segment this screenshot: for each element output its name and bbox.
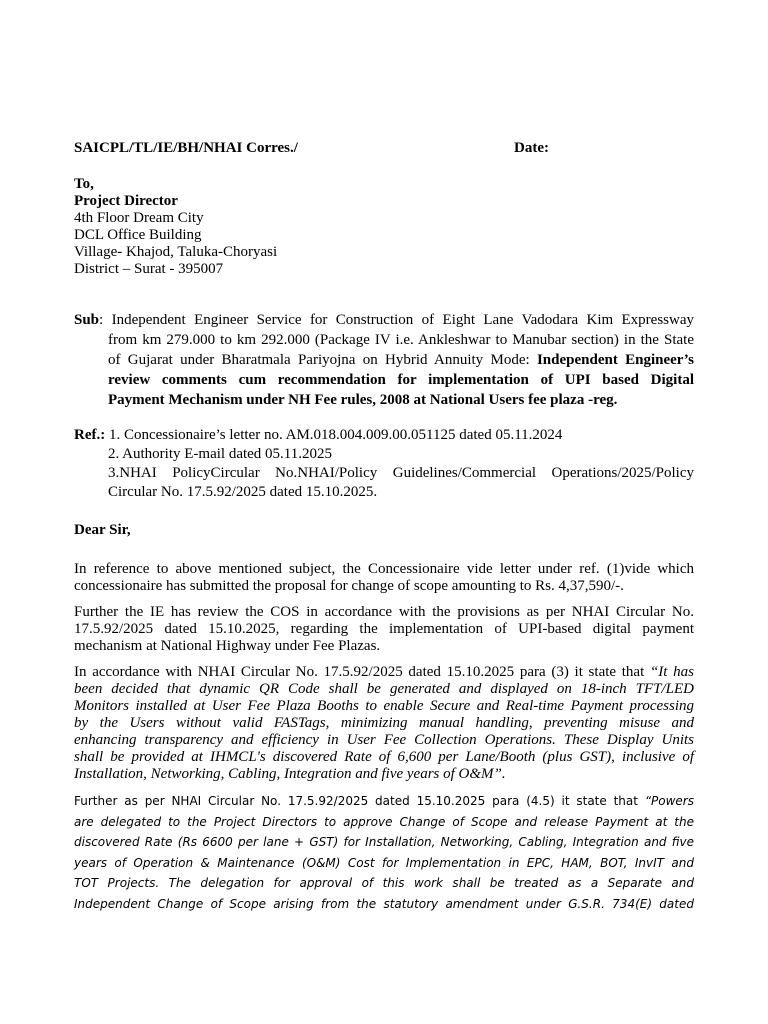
quote-line: been decided that dynamic QR Code shall be generated and displayed on 18-inch TFT/LED — [74, 681, 694, 697]
quote-text: “It has — [649, 664, 694, 680]
quote-text: “Powers — [644, 794, 694, 808]
reference-item: 2. Authority E-mail dated 05.11.2025 — [108, 446, 332, 462]
address-line: 4th Floor Dream City — [74, 210, 204, 226]
quote-line: Installation, Networking, Cabling, Integration and five years of O&M”. — [74, 766, 506, 782]
quote-line: enhancing transparency and efficiency in User Fee Collection Operations. These Display Units — [74, 732, 694, 748]
quote-line: TOT Projects. The delegation for approval of this work shall be treated as a Separate and — [74, 876, 694, 890]
paragraph-line: concessionaire has submitted the proposal for change of scope amounting to Rs. 4,37,590/-. — [74, 578, 624, 594]
subject-bold-text: Independent Engineer’s — [536, 352, 694, 368]
to-line: To, — [74, 176, 94, 192]
address-line: DCL Office Building — [74, 227, 202, 243]
recipient-designation: Project Director — [74, 193, 178, 209]
reference-text: 1. Concessionaire’s letter no. AM.018.004.009.00.051125 dated 05.11.2024 — [105, 427, 563, 443]
references-block — [74, 426, 694, 502]
body-paragraph — [74, 791, 694, 914]
subject-line — [108, 350, 694, 370]
subject-line — [74, 310, 694, 330]
subject-label: Sub — [74, 312, 100, 328]
quote-line: Monitors installed at User Fee Plaza Booths to enable Secure and Real-time Payment processing — [74, 698, 694, 714]
salutation: Dear Sir, — [74, 522, 131, 538]
letter-header — [74, 140, 694, 158]
quote-line: are delegated to the Project Directors to approve Change of Scope and release Payment at the — [74, 814, 694, 829]
quote-line: Independent Change of Scope arising from the statutory amendment under G.S.R. 734(E) dated — [74, 896, 694, 911]
address-line: Village- Khajod, Taluka-Choryasi — [74, 244, 278, 260]
date-label: Date: — [514, 140, 549, 156]
body-paragraph — [74, 561, 694, 595]
paragraph-line: In reference to above mentioned subject, the Concessionaire vide letter under ref. (1)vide which — [74, 561, 694, 577]
paragraph-line: mechanism at National Highway under Fee Plazas. — [74, 638, 381, 654]
reference-item — [74, 426, 694, 445]
paragraph-line: Further the IE has review the COS in accordance with the provisions as per NHAI Circular No. — [74, 604, 694, 620]
subject-line: from km 279.000 to km 292.000 (Package IV i.e. Ankleshwar to Manubar section) in the State — [108, 332, 694, 348]
reference-item: 3.NHAI PolicyCircular No.NHAI/Policy Guidelines/Commercial Operations/2025/Policy — [108, 465, 694, 481]
body-paragraph — [74, 604, 694, 655]
quote-line: years of Operation & Maintenance (O&M) Cost for Implementation in EPC, HAM, BOT, InvIT and — [74, 855, 694, 870]
body-paragraph — [74, 664, 694, 783]
quote-line: shall be provided at IHMCL's discovered Rate of 6,600 per Lane/Booth (plus GST), inclusive of — [74, 749, 694, 765]
subject-separator: : — [99, 312, 112, 328]
subject-text: of Gujarat under Bharatmala Pariyojna on Hybrid Annuity Mode: — [108, 352, 537, 368]
subject-block — [74, 310, 694, 410]
paragraph-line — [74, 664, 694, 681]
paragraph-line — [74, 791, 694, 812]
recipient-address — [74, 176, 694, 278]
paragraph-text: Further as per NHAI Circular No. 17.5.92/2025 dated 15.10.2025 para (4.5) it state that — [74, 794, 645, 808]
paragraph-text: In accordance with NHAI Circular No. 17.5.92/2025 dated 15.10.2025 para (3) it state that — [74, 664, 650, 680]
reference-label: Ref.: — [74, 427, 106, 443]
reference-item: Circular No. 17.5.92/2025 dated 15.10.2025. — [108, 484, 378, 500]
reference-number: SAICPL/TL/IE/BH/NHAI Corres./ — [74, 140, 298, 156]
quote-line: discovered Rate (Rs 6600 per lane + GST) for Installation, Networking, Cabling, Integration and five — [74, 835, 694, 849]
subject-text: Independent Engineer Service for Construction of Eight Lane Vadodara Kim Expressway — [111, 312, 694, 328]
paragraph-line: 17.5.92/2025 dated 15.10.2025, regarding the implementation of UPI-based digital payment — [74, 621, 694, 637]
subject-line: review comments cum recommendation for implementation of UPI based Digital — [108, 372, 694, 388]
subject-line: Payment Mechanism under NH Fee rules, 2008 at National Users fee plaza -reg. — [108, 392, 618, 408]
address-line: District – Surat - 395007 — [74, 261, 224, 277]
quote-line: by the Users without valid FASTags, minimizing manual handling, preventing misuse and — [74, 715, 694, 731]
